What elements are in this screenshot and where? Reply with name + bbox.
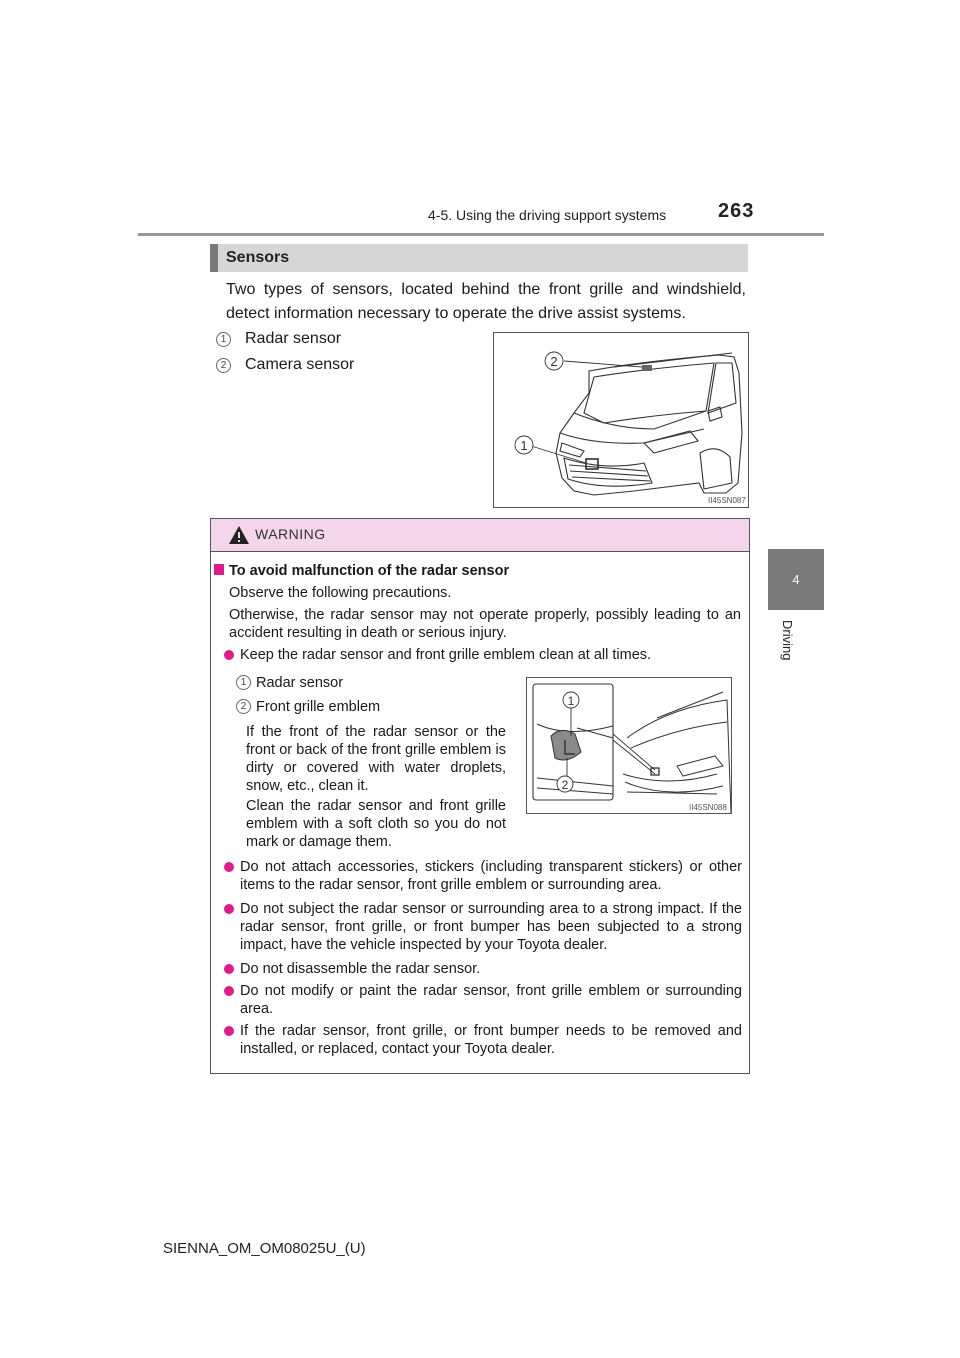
figure-callout-2 [557, 776, 573, 792]
bullet-dot-icon [224, 650, 234, 660]
bullet-text: Keep the radar sensor and front grille emblem clean at all times. [240, 647, 652, 663]
warning-bullet [211, 858, 742, 894]
legend-label: Radar sensor [245, 330, 342, 347]
warning-bullet [211, 960, 742, 978]
figure-callout-1 [563, 692, 579, 708]
figure-callout-2 [545, 352, 563, 370]
sub-paragraph: If the front of the radar sensor or the front or back of the front grille emblem is dirty or covered with water droplets, snow, etc., clean it. [246, 724, 506, 794]
chapter-label: Driving [780, 620, 795, 661]
svg-text:1: 1 [567, 694, 575, 708]
bullet-dot-icon [224, 862, 234, 872]
legend-label: Radar sensor [256, 675, 344, 691]
bullet-dot-icon [224, 964, 234, 974]
legend-label: Camera sensor [245, 356, 355, 373]
warning-bullet [211, 1022, 742, 1058]
svg-text:2: 2 [561, 778, 569, 792]
warning-triangle-icon [228, 525, 250, 545]
callout-number: 2 [216, 358, 231, 373]
warning-header [211, 519, 749, 552]
radar-emblem-illustration [526, 677, 732, 814]
warning-bullet [211, 900, 742, 954]
bullet-text: Do not modify or paint the radar sensor, front grille emblem or surrounding area. [240, 983, 742, 1017]
callout-number: 1 [216, 332, 231, 347]
figure-callout-1 [515, 436, 533, 454]
bullet-text: Do not subject the radar sensor or surrounding area to a strong impact. If the radar sensor, front grille, or front bumper has been subjected to a strong impact, have the vehicle inspected by your Toyota dealer. [240, 901, 742, 953]
bullet-dot-icon [224, 904, 234, 914]
callout-number: 1 [236, 675, 251, 690]
chapter-number: 4 [792, 572, 800, 587]
sub-legend-item-radar [236, 674, 496, 692]
page-number: 263 [718, 200, 755, 222]
legend-label: Front grille emblem [256, 699, 381, 715]
section-heading-text: Sensors [226, 249, 290, 266]
warning-label: WARNING [255, 526, 326, 542]
bullet-text: Do not disassemble the radar sensor. [240, 961, 481, 977]
warning-bullet [211, 982, 742, 1018]
warning-paragraph: Observe the following precautions. [229, 585, 452, 601]
svg-text:1: 1 [520, 438, 528, 453]
warning-title: To avoid malfunction of the radar sensor [229, 563, 510, 579]
square-bullet-icon [214, 564, 224, 575]
figure-code: II45SN087 [708, 496, 746, 505]
svg-text:2: 2 [550, 354, 558, 369]
bullet-dot-icon [224, 986, 234, 996]
sub-paragraph: Clean the radar sensor and front grille emblem with a soft cloth so you do not mark or damage them. [246, 798, 506, 850]
intro-paragraph: Two types of sensors, located behind the front grille and windshield, detect information necessary to operate the drive assist systems. [226, 281, 746, 322]
warning-paragraph: Otherwise, the radar sensor may not operate properly, possibly leading to an accident resulting in death or serious injury. [229, 607, 741, 641]
bullet-text: If the radar sensor, front grille, or front bumper needs to be removed and installed, or replaced, contact your Toyota dealer. [240, 1023, 742, 1057]
section-title: 4-5. Using the driving support systems [428, 207, 667, 223]
sub-legend-item-emblem [236, 698, 496, 716]
bullet-dot-icon [224, 1026, 234, 1036]
figure-code: II45SN088 [689, 803, 727, 812]
document-code: SIENNA_OM_OM08025U_(U) [163, 1240, 366, 1257]
vehicle-sensor-illustration [493, 332, 749, 508]
chapter-tab [768, 549, 824, 610]
section-heading [210, 244, 748, 272]
header-rule [138, 233, 824, 236]
bullet-text: Do not attach accessories, stickers (including transparent stickers) or other items to the radar sensor, front grille emblem or surrounding area. [240, 859, 742, 893]
callout-number: 2 [236, 699, 251, 714]
